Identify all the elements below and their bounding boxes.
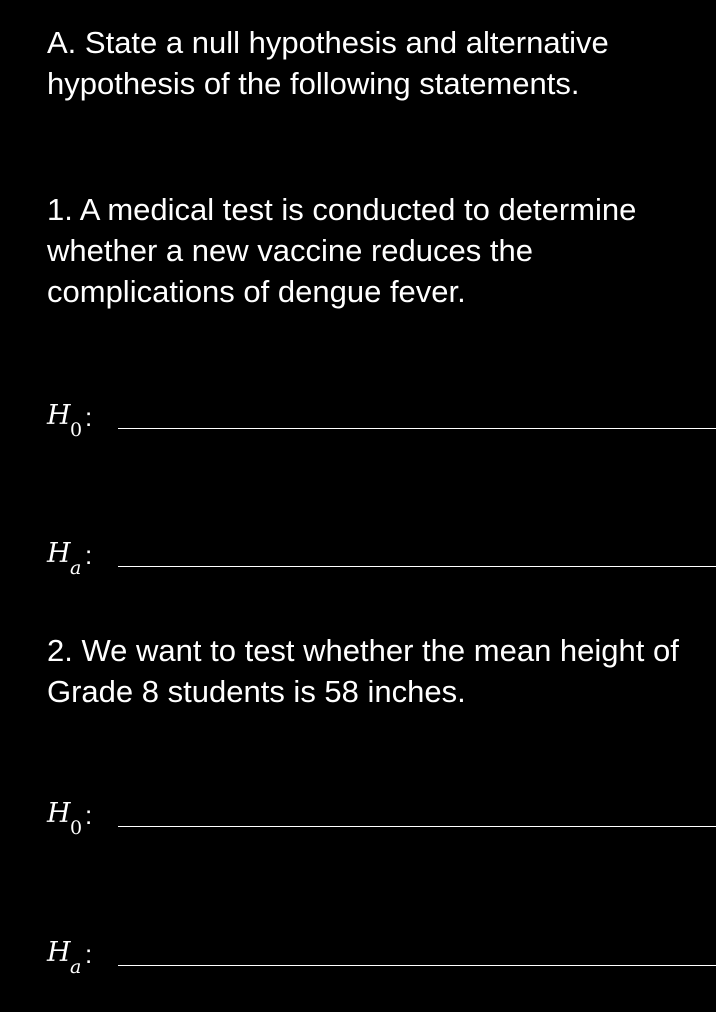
hypothesis-colon: :: [85, 800, 93, 830]
question-2-text: 2. We want to test whether the mean height of Grade 8 students is 58 inches.: [47, 633, 679, 709]
alternative-hypothesis-symbol: H: [47, 538, 71, 569]
question-2-null-hypothesis: [47, 798, 716, 848]
alternative-hypothesis-symbol: H: [47, 937, 71, 968]
hypothesis-colon: :: [85, 540, 93, 570]
answer-blank-line[interactable]: [118, 965, 716, 966]
question-1-text: 1. A medical test is conducted to determine whether a new vaccine reduces the complications of dengue fever.: [47, 192, 637, 309]
question-1-alternative-hypothesis: [47, 538, 716, 588]
question-1-null-hypothesis: [47, 400, 716, 450]
null-hypothesis-symbol: H: [47, 798, 71, 829]
answer-blank-line[interactable]: [118, 428, 716, 429]
alternative-hypothesis-subscript: a: [70, 557, 82, 579]
null-hypothesis-subscript: 0: [70, 419, 83, 441]
null-hypothesis-symbol: H: [47, 400, 71, 431]
alternative-hypothesis-subscript: a: [70, 956, 82, 978]
hypothesis-colon: :: [85, 939, 93, 969]
answer-blank-line[interactable]: [118, 826, 716, 827]
null-hypothesis-subscript: 0: [70, 817, 83, 839]
instruction-text: A. State a null hypothesis and alternative hypothesis of the following statements.: [47, 25, 609, 101]
answer-blank-line[interactable]: [118, 566, 716, 567]
hypothesis-colon: :: [85, 402, 93, 432]
question-2-alternative-hypothesis: [47, 937, 716, 987]
